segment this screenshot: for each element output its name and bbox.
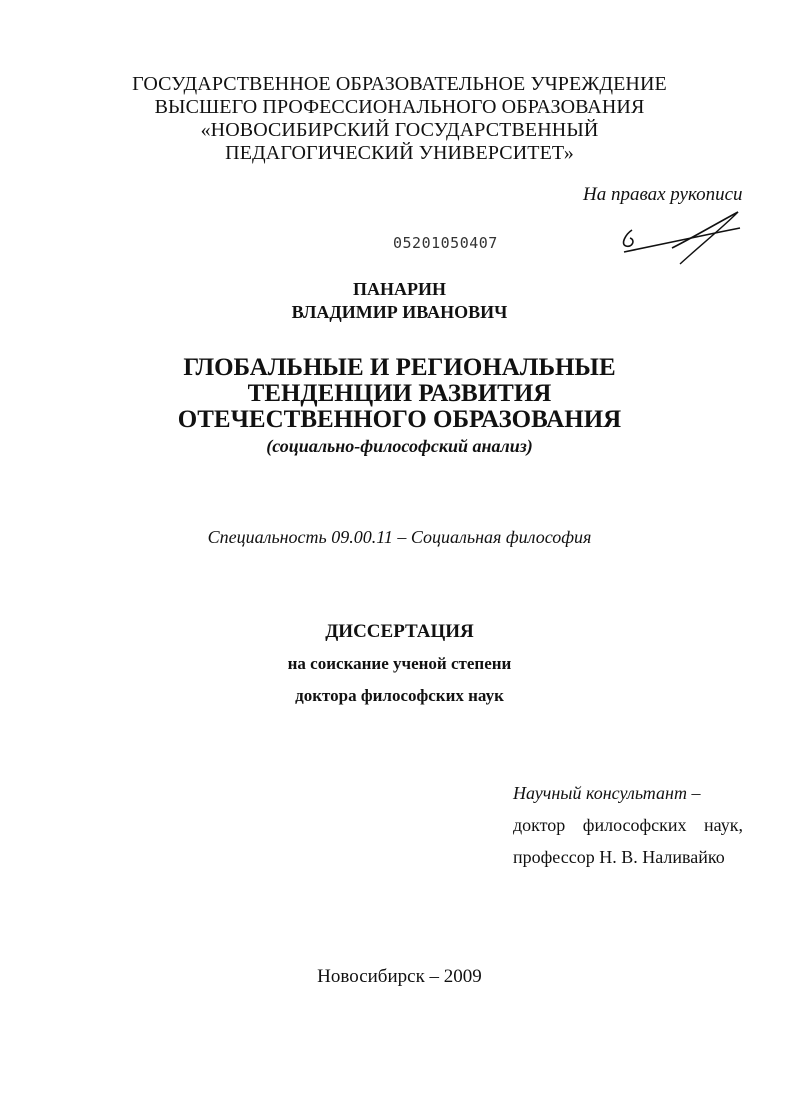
institution-line: «НОВОСИБИРСКИЙ ГОСУДАРСТВЕННЫЙ	[200, 119, 599, 141]
place-year: Новосибирск – 2009	[317, 966, 482, 987]
institution-header	[0, 73, 799, 165]
consultant-name: профессор Н. В. Наливайко	[513, 847, 725, 867]
degree-line-2: доктора философских наук	[295, 686, 504, 705]
consultant-role: Научный консультант –	[513, 783, 701, 803]
title-line: ГЛОБАЛЬНЫЕ И РЕГИОНАЛЬНЫЕ	[183, 354, 616, 381]
degree-line-1: на соискание ученой степени	[287, 654, 512, 673]
dissertation-label: ДИССЕРТАЦИЯ	[325, 621, 474, 642]
manuscript-rights: На правах рукописи	[583, 184, 743, 205]
consultant-degree: доктор философских наук,	[513, 815, 743, 835]
author-given-names: ВЛАДИМИР ИВАНОВИЧ	[291, 302, 508, 322]
institution-line: ГОСУДАРСТВЕННОЕ ОБРАЗОВАТЕЛЬНОЕ УЧРЕЖДЕНИЕ	[132, 73, 667, 95]
specialty: Специальность 09.00.11 – Социальная философия	[207, 527, 592, 547]
consultant-block	[513, 777, 743, 873]
title-line: ТЕНДЕНЦИИ РАЗВИТИЯ	[247, 380, 552, 407]
title-line: ОТЕЧЕСТВЕННОГО ОБРАЗОВАНИЯ	[177, 406, 622, 433]
signature-icon	[612, 208, 747, 266]
institution-line: ПЕДАГОГИЧЕСКИЙ УНИВЕРСИТЕТ»	[225, 142, 574, 164]
author-block	[0, 278, 799, 324]
dissertation-title	[0, 355, 799, 433]
institution-line: ВЫСШЕГО ПРОФЕССИОНАЛЬНОГО ОБРАЗОВАНИЯ	[154, 96, 645, 118]
title-subtitle: (социально-философский анализ)	[266, 436, 533, 456]
catalog-code: 05201050407	[393, 234, 498, 252]
author-surname: ПАНАРИН	[353, 279, 446, 299]
